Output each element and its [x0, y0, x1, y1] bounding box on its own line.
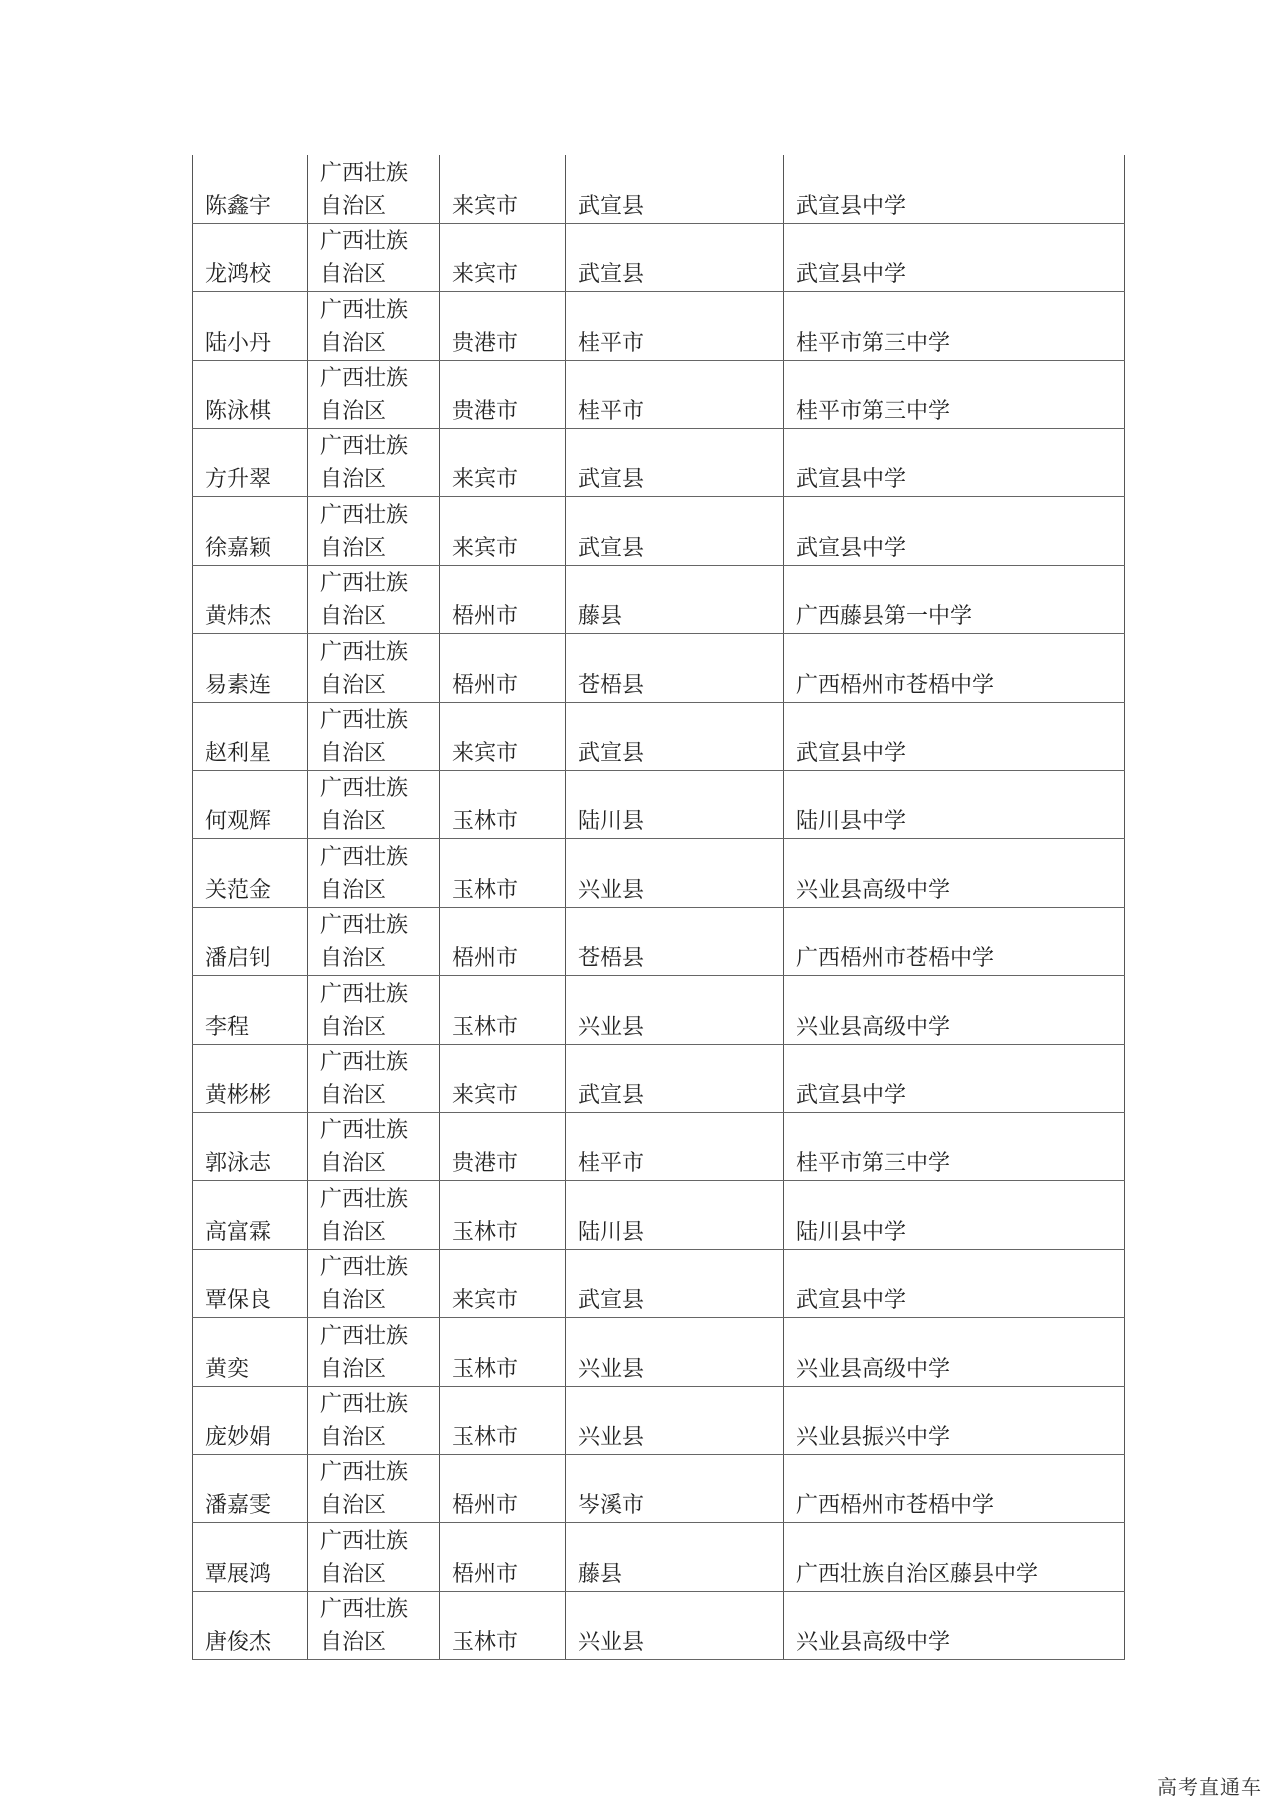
watermark-text: 高考直通车 — [1157, 1775, 1262, 1799]
county-cell: 苍梧县 — [566, 634, 784, 702]
city-cell: 贵港市 — [440, 292, 566, 360]
province-cell — [308, 907, 440, 975]
province-line: 自治区 — [320, 741, 387, 767]
province-line: 自治区 — [320, 1014, 387, 1040]
student-name-cell: 高富霖 — [193, 1181, 308, 1249]
province-line: 自治区 — [320, 1219, 387, 1245]
table-row — [193, 1249, 1125, 1317]
province-line: 广西壮族 — [320, 1460, 409, 1486]
table-row — [193, 497, 1125, 565]
province-cell — [308, 497, 440, 565]
table-row — [193, 565, 1125, 633]
student-name-cell: 庞妙娟 — [193, 1386, 308, 1454]
table-row — [193, 1181, 1125, 1249]
county-cell: 兴业县 — [566, 1591, 784, 1659]
table-row — [193, 155, 1125, 223]
table-row — [193, 360, 1125, 428]
city-cell: 玉林市 — [440, 1386, 566, 1454]
student-name-cell: 陈泳棋 — [193, 360, 308, 428]
province-line: 自治区 — [320, 1493, 387, 1519]
student-name-cell: 李程 — [193, 976, 308, 1044]
city-cell: 梧州市 — [440, 565, 566, 633]
province-cell — [308, 155, 440, 223]
table-row — [193, 634, 1125, 702]
province-line: 自治区 — [320, 535, 387, 561]
table-row — [193, 907, 1125, 975]
county-cell: 武宣县 — [566, 223, 784, 291]
student-name-cell: 赵利星 — [193, 702, 308, 770]
county-cell: 桂平市 — [566, 360, 784, 428]
table-row — [193, 1454, 1125, 1522]
province-line: 广西壮族 — [320, 571, 409, 597]
county-cell: 武宣县 — [566, 702, 784, 770]
province-line: 自治区 — [320, 1424, 387, 1450]
school-cell: 武宣县中学 — [784, 702, 1125, 770]
province-cell — [308, 565, 440, 633]
table-row — [193, 223, 1125, 291]
table-row — [193, 702, 1125, 770]
table-row — [193, 976, 1125, 1044]
student-name-cell: 陈鑫宇 — [193, 155, 308, 223]
county-cell: 岑溪市 — [566, 1454, 784, 1522]
student-name-cell: 龙鸿校 — [193, 223, 308, 291]
province-cell — [308, 1523, 440, 1591]
city-cell: 梧州市 — [440, 634, 566, 702]
province-line: 自治区 — [320, 946, 387, 972]
province-line: 广西壮族 — [320, 1049, 409, 1075]
province-cell — [308, 1181, 440, 1249]
county-cell: 藤县 — [566, 1523, 784, 1591]
county-cell: 兴业县 — [566, 976, 784, 1044]
table-row — [193, 1044, 1125, 1112]
school-cell: 武宣县中学 — [784, 1044, 1125, 1112]
county-cell: 桂平市 — [566, 1112, 784, 1180]
province-cell — [308, 634, 440, 702]
school-cell: 兴业县高级中学 — [784, 1318, 1125, 1386]
school-cell: 武宣县中学 — [784, 497, 1125, 565]
province-line: 自治区 — [320, 1630, 387, 1656]
city-cell: 玉林市 — [440, 1591, 566, 1659]
province-cell — [308, 771, 440, 839]
student-name-cell: 易素连 — [193, 634, 308, 702]
province-line: 自治区 — [320, 330, 387, 356]
student-name-cell: 覃展鸿 — [193, 1523, 308, 1591]
school-cell: 陆川县中学 — [784, 771, 1125, 839]
city-cell: 梧州市 — [440, 907, 566, 975]
province-cell — [308, 702, 440, 770]
province-cell — [308, 976, 440, 1044]
province-line: 广西壮族 — [320, 1597, 409, 1623]
school-cell: 兴业县高级中学 — [784, 1591, 1125, 1659]
county-cell: 武宣县 — [566, 155, 784, 223]
province-line: 广西壮族 — [320, 434, 409, 460]
city-cell: 梧州市 — [440, 1523, 566, 1591]
school-cell: 桂平市第三中学 — [784, 1112, 1125, 1180]
county-cell: 武宣县 — [566, 429, 784, 497]
city-cell: 来宾市 — [440, 1044, 566, 1112]
province-line: 广西壮族 — [320, 229, 409, 255]
province-cell — [308, 292, 440, 360]
county-cell: 苍梧县 — [566, 907, 784, 975]
student-name-cell: 潘启钊 — [193, 907, 308, 975]
school-cell: 兴业县高级中学 — [784, 839, 1125, 907]
student-name-cell: 覃保良 — [193, 1249, 308, 1317]
province-line: 自治区 — [320, 467, 387, 493]
table-row — [193, 1523, 1125, 1591]
county-cell: 兴业县 — [566, 839, 784, 907]
school-cell: 桂平市第三中学 — [784, 360, 1125, 428]
student-name-cell: 黄彬彬 — [193, 1044, 308, 1112]
student-name-cell: 徐嘉颖 — [193, 497, 308, 565]
province-line: 广西壮族 — [320, 1323, 409, 1349]
province-line: 自治区 — [320, 193, 387, 219]
table-row — [193, 1318, 1125, 1386]
student-name-cell: 黄炜杰 — [193, 565, 308, 633]
student-name-cell: 关范金 — [193, 839, 308, 907]
table-row — [193, 1112, 1125, 1180]
city-cell: 玉林市 — [440, 976, 566, 1044]
province-line: 广西壮族 — [320, 1118, 409, 1144]
province-cell — [308, 1318, 440, 1386]
province-line: 自治区 — [320, 1356, 387, 1382]
county-cell: 武宣县 — [566, 497, 784, 565]
county-cell: 兴业县 — [566, 1318, 784, 1386]
province-line: 广西壮族 — [320, 1528, 409, 1554]
school-cell: 兴业县高级中学 — [784, 976, 1125, 1044]
table-row — [193, 771, 1125, 839]
province-cell — [308, 1454, 440, 1522]
county-cell: 武宣县 — [566, 1044, 784, 1112]
table-row — [193, 839, 1125, 907]
city-cell: 玉林市 — [440, 839, 566, 907]
province-line: 自治区 — [320, 1151, 387, 1177]
province-cell — [308, 360, 440, 428]
province-line: 广西壮族 — [320, 1391, 409, 1417]
school-cell: 广西梧州市苍梧中学 — [784, 634, 1125, 702]
province-cell — [308, 429, 440, 497]
city-cell: 玉林市 — [440, 771, 566, 839]
school-cell: 武宣县中学 — [784, 1249, 1125, 1317]
province-line: 自治区 — [320, 672, 387, 698]
province-line: 自治区 — [320, 1082, 387, 1108]
province-line: 广西壮族 — [320, 639, 409, 665]
province-line: 自治区 — [320, 809, 387, 835]
province-line: 广西壮族 — [320, 1186, 409, 1212]
school-cell: 广西壮族自治区藤县中学 — [784, 1523, 1125, 1591]
county-cell: 武宣县 — [566, 1249, 784, 1317]
province-cell — [308, 223, 440, 291]
student-name-cell: 郭泳志 — [193, 1112, 308, 1180]
province-line: 自治区 — [320, 604, 387, 630]
province-cell — [308, 1386, 440, 1454]
province-line: 自治区 — [320, 399, 387, 425]
city-cell: 来宾市 — [440, 1249, 566, 1317]
province-line: 广西壮族 — [320, 708, 409, 734]
province-cell — [308, 839, 440, 907]
province-line: 自治区 — [320, 1561, 387, 1587]
table-row — [193, 292, 1125, 360]
city-cell: 来宾市 — [440, 429, 566, 497]
county-cell: 兴业县 — [566, 1386, 784, 1454]
province-line: 广西壮族 — [320, 1255, 409, 1281]
table-row — [193, 1386, 1125, 1454]
school-cell: 广西藤县第一中学 — [784, 565, 1125, 633]
province-line: 广西壮族 — [320, 366, 409, 392]
student-table — [192, 155, 1125, 1660]
county-cell: 陆川县 — [566, 771, 784, 839]
school-cell: 武宣县中学 — [784, 223, 1125, 291]
school-cell: 桂平市第三中学 — [784, 292, 1125, 360]
city-cell: 贵港市 — [440, 360, 566, 428]
province-cell — [308, 1112, 440, 1180]
province-line: 广西壮族 — [320, 981, 409, 1007]
student-name-cell: 唐俊杰 — [193, 1591, 308, 1659]
province-cell — [308, 1249, 440, 1317]
city-cell: 来宾市 — [440, 223, 566, 291]
school-cell: 兴业县振兴中学 — [784, 1386, 1125, 1454]
school-cell: 武宣县中学 — [784, 155, 1125, 223]
student-table-body — [193, 155, 1125, 1660]
province-cell — [308, 1044, 440, 1112]
province-line: 自治区 — [320, 877, 387, 903]
student-name-cell: 陆小丹 — [193, 292, 308, 360]
student-name-cell: 何观辉 — [193, 771, 308, 839]
province-line: 广西壮族 — [320, 913, 409, 939]
province-line: 自治区 — [320, 262, 387, 288]
city-cell: 来宾市 — [440, 155, 566, 223]
province-line: 广西壮族 — [320, 776, 409, 802]
city-cell: 贵港市 — [440, 1112, 566, 1180]
school-cell: 陆川县中学 — [784, 1181, 1125, 1249]
school-cell: 广西梧州市苍梧中学 — [784, 1454, 1125, 1522]
school-cell: 广西梧州市苍梧中学 — [784, 907, 1125, 975]
province-line: 广西壮族 — [320, 844, 409, 870]
province-cell — [308, 1591, 440, 1659]
province-line: 广西壮族 — [320, 502, 409, 528]
school-cell: 武宣县中学 — [784, 429, 1125, 497]
student-name-cell: 方升翠 — [193, 429, 308, 497]
student-name-cell: 黄奕 — [193, 1318, 308, 1386]
city-cell: 来宾市 — [440, 702, 566, 770]
province-line: 广西壮族 — [320, 297, 409, 323]
county-cell: 藤县 — [566, 565, 784, 633]
city-cell: 来宾市 — [440, 497, 566, 565]
student-name-cell: 潘嘉雯 — [193, 1454, 308, 1522]
city-cell: 玉林市 — [440, 1318, 566, 1386]
province-line: 广西壮族 — [320, 160, 409, 186]
county-cell: 陆川县 — [566, 1181, 784, 1249]
table-row — [193, 1591, 1125, 1659]
county-cell: 桂平市 — [566, 292, 784, 360]
city-cell: 梧州市 — [440, 1454, 566, 1522]
table-row — [193, 429, 1125, 497]
city-cell: 玉林市 — [440, 1181, 566, 1249]
province-line: 自治区 — [320, 1288, 387, 1314]
